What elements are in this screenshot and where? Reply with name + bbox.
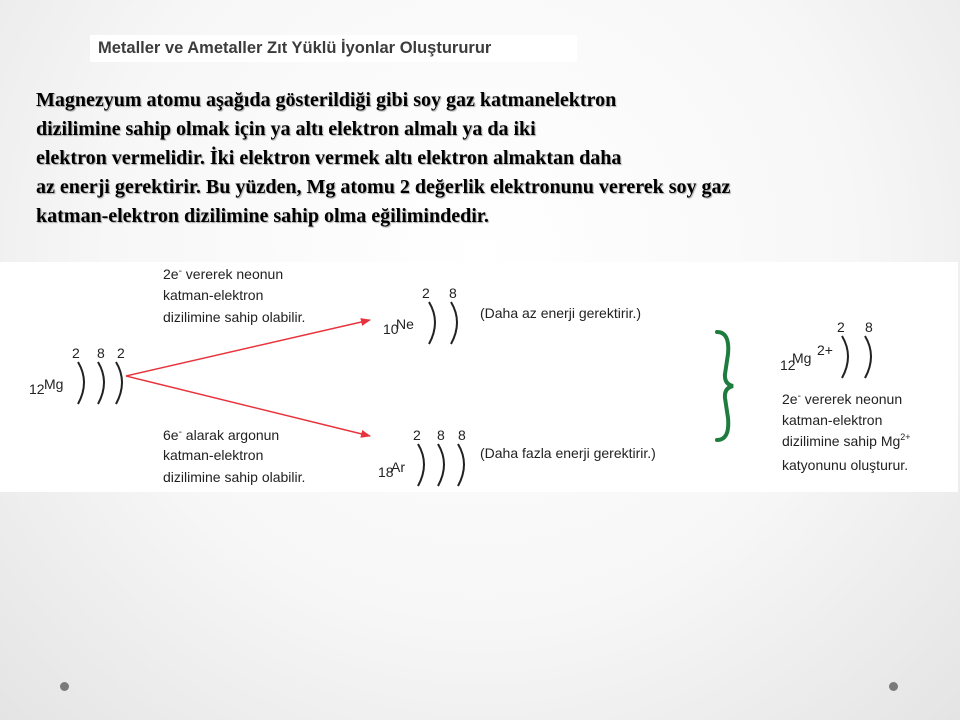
mg-shell-1: 2: [72, 345, 80, 361]
mg-ion-charge: 2+: [817, 342, 833, 358]
bottom-note-line-1: 6e- alarak argonun: [163, 427, 280, 443]
top-note-line-2: katman-elektron: [163, 287, 264, 303]
paragraph-line: az enerji gerektirir. Bu yüzden, Mg atomu 2 değerlik elektronunu vererek soy gaz: [36, 176, 731, 198]
ne-symbol: Ne: [396, 316, 414, 332]
paragraph-line: elektron vermelidir. İki elektron vermek altı elektron almaktan daha: [36, 147, 622, 169]
ar-shell-2: 8: [437, 427, 445, 443]
decorative-dot-left: [60, 682, 69, 691]
ne-energy-note: (Daha az enerji gerektirir.): [480, 305, 642, 321]
ne-atomic-number: 10: [383, 321, 399, 337]
mg-shell-2: 8: [97, 345, 105, 361]
electron-configuration-diagram: [0, 262, 960, 492]
ar-atomic-number: 18: [378, 464, 394, 480]
mg-ion-symbol: Mg: [792, 350, 812, 366]
explanation-paragraph: [36, 86, 936, 231]
bottom-note-line-2: katman-elektron: [163, 447, 264, 463]
mg-shell-3: 2: [117, 345, 125, 361]
result-note-line-1: 2e- vererek neonun: [782, 391, 903, 407]
mg-atomic-number: 12: [29, 381, 45, 397]
paragraph-line: katman-elektron dizilimine sahip olma eğilimindedir.: [36, 205, 489, 227]
result-note-line-2: katman-elektron: [782, 412, 883, 428]
mg-ion-shell-2: 8: [865, 319, 873, 335]
result-note-line-3: dizilimine sahip $Mg^{2+}$: [782, 432, 911, 449]
top-note-line-1: 2e- vererek neonun: [163, 266, 284, 282]
slide-title: Metaller ve Ametaller Zıt Yüklü İyonlar Oluştururur: [98, 39, 492, 57]
ar-shell-3: 8: [458, 427, 466, 443]
ne-shell-2: 8: [449, 285, 457, 301]
bottom-note-line-3: dizilimine sahip olabilir.: [163, 469, 306, 485]
mg-ion-shell-1: 2: [837, 319, 845, 335]
paragraph-line: dizilimine sahip olmak için ya altı elektron almalı ya da iki: [36, 118, 536, 140]
top-note-line-3: dizilimine sahip olabilir.: [163, 309, 306, 325]
mg-symbol: Mg: [44, 376, 64, 392]
mg-ion-atomic-number: 12: [780, 357, 796, 373]
ar-shell-1: 2: [413, 427, 421, 443]
ne-shell-1: 2: [422, 285, 430, 301]
ar-symbol: Ar: [391, 459, 405, 475]
decorative-dot-right: [889, 682, 898, 691]
paragraph-line: Magnezyum atomu aşağıda gösterildiği gibi soy gaz katmanelektron: [36, 89, 617, 111]
result-note-line-4: katyonunu oluşturur.: [782, 457, 909, 473]
ar-energy-note: (Daha fazla enerji gerektirir.): [480, 445, 656, 461]
